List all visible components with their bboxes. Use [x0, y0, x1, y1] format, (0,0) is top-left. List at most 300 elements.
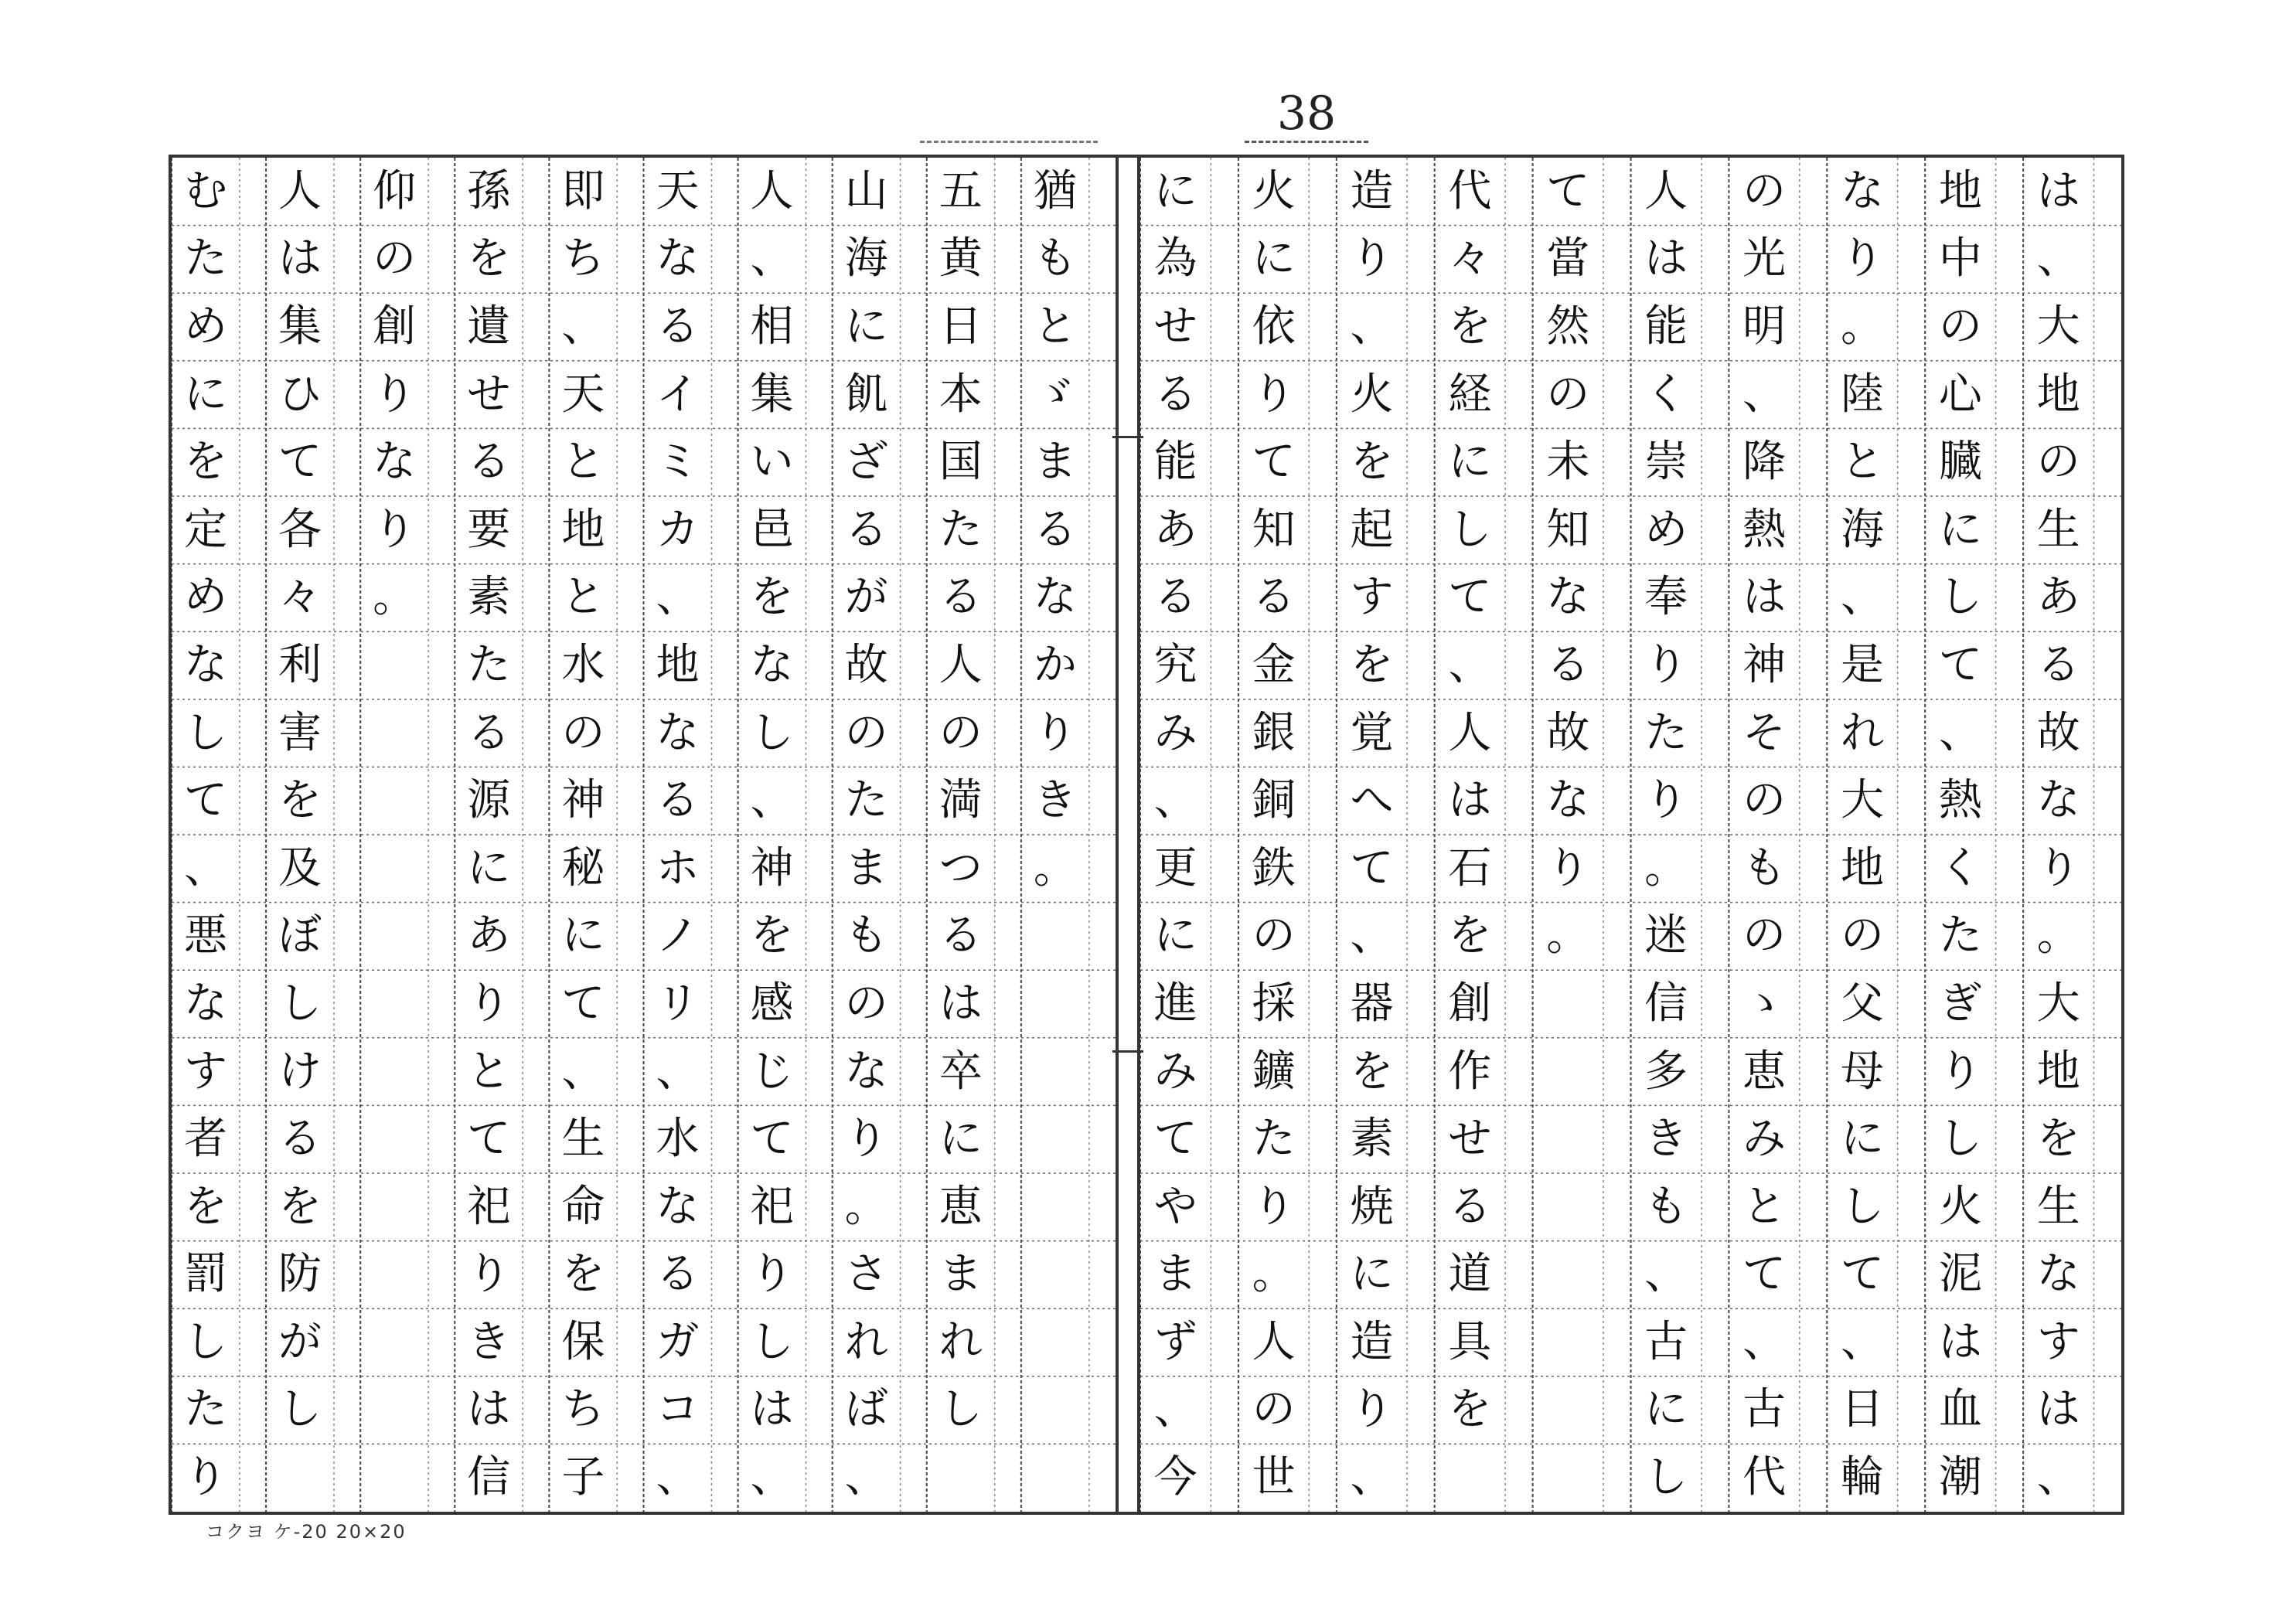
manuscript-char: 人 [750, 165, 794, 216]
manuscript-char: ず [1153, 1316, 1197, 1367]
manuscript-char: る [844, 504, 888, 555]
manuscript-char: は [1742, 572, 1787, 623]
manuscript-char: 故 [1546, 707, 1590, 758]
manuscript-char: 。 [1546, 910, 1590, 961]
page-number: 38 [1276, 87, 1337, 141]
genkou-grid-frame [169, 155, 2124, 1515]
manuscript-char: 然 [1546, 301, 1590, 352]
manuscript-char: に [1252, 233, 1296, 284]
manuscript-char: も [844, 910, 888, 961]
manuscript-char: を [1350, 437, 1394, 488]
manuscript-char: 創 [373, 301, 417, 352]
manuscript-char: を [750, 572, 794, 623]
manuscript-char: く [1938, 842, 1982, 893]
manuscript-char: 源 [467, 775, 511, 826]
manuscript-char: の [1840, 910, 1884, 961]
manuscript-char: せ [1153, 301, 1197, 352]
manuscript-char: ゝ [1742, 978, 1787, 1029]
manuscript-char: は [2036, 165, 2080, 216]
manuscript-char: れ [938, 1316, 983, 1367]
manuscript-char: け [278, 1046, 322, 1097]
manuscript-char: き [1644, 1114, 1688, 1165]
manuscript-char: を [1448, 1384, 1492, 1435]
manuscript-char: り [373, 504, 417, 555]
manuscript-char: 者 [183, 1114, 227, 1165]
manuscript-char: ぎ [1938, 978, 1982, 1029]
manuscript-char: 潮 [1938, 1452, 1982, 1503]
manuscript-char: 子 [561, 1452, 605, 1503]
manuscript-char: 素 [1350, 1114, 1394, 1165]
manuscript-char: ガ [656, 1316, 700, 1367]
manuscript-char: 大 [2036, 301, 2080, 352]
manuscript-char: 古 [1742, 1384, 1787, 1435]
manuscript-char: 多 [1644, 1046, 1688, 1097]
manuscript-char: 中 [1938, 233, 1982, 284]
manuscript-column [1827, 158, 1897, 1512]
manuscript-char: な [1840, 165, 1884, 216]
manuscript-char: 迷 [1644, 910, 1688, 961]
manuscript-char: し [278, 978, 322, 1029]
manuscript-column [1925, 158, 1995, 1512]
manuscript-char: 故 [844, 639, 888, 690]
manuscript-char: に [1938, 504, 1982, 555]
manuscript-char: 神 [1742, 639, 1787, 690]
manuscript-char: に [561, 910, 605, 961]
manuscript-char: ミ [656, 437, 700, 488]
manuscript-char: し [278, 1384, 322, 1435]
manuscript-char: み [1153, 1046, 1197, 1097]
manuscript-char: 奉 [1644, 572, 1688, 623]
manuscript-char: 信 [1644, 978, 1688, 1029]
manuscript-char: 金 [1252, 639, 1296, 690]
manuscript-char: 、 [2036, 233, 2080, 284]
manuscript-char: 素 [467, 572, 511, 623]
manuscript-char: 恵 [938, 1181, 983, 1232]
manuscript-char: 覚 [1350, 707, 1394, 758]
manuscript-char: や [1153, 1181, 1197, 1232]
manuscript-char: 父 [1840, 978, 1884, 1029]
manuscript-char: に [1153, 165, 1197, 216]
manuscript-char: 人 [1644, 165, 1688, 216]
manuscript-char: り [1644, 639, 1688, 690]
manuscript-char: る [2036, 639, 2080, 690]
manuscript-char: て [1350, 842, 1394, 893]
manuscript-char: た [467, 639, 511, 690]
manuscript-char: と [561, 572, 605, 623]
manuscript-char: つ [938, 842, 983, 893]
manuscript-char: ま [844, 842, 888, 893]
manuscript-char: 、 [1840, 572, 1884, 623]
page-number-rule [1245, 141, 1368, 143]
manuscript-char: 水 [561, 639, 605, 690]
manuscript-char: た [1252, 1114, 1296, 1165]
manuscript-char: 利 [278, 639, 322, 690]
manuscript-char: 、 [1153, 1384, 1197, 1435]
manuscript-char: 定 [183, 504, 227, 555]
manuscript-char: を [278, 775, 322, 826]
manuscript-char: と [467, 1046, 511, 1097]
manuscript-char: り [1644, 775, 1688, 826]
manuscript-char: き [467, 1316, 511, 1367]
manuscript-char: す [1350, 572, 1394, 623]
manuscript-column [1140, 158, 1211, 1512]
manuscript-char: り [467, 1249, 511, 1300]
manuscript-char: た [938, 504, 983, 555]
manuscript-char: な [1033, 572, 1077, 623]
manuscript-char: め [1644, 504, 1688, 555]
manuscript-char: 銀 [1252, 707, 1296, 758]
manuscript-char: せ [467, 369, 511, 420]
manuscript-char: し [183, 707, 227, 758]
manuscript-char: 祀 [750, 1181, 794, 1232]
manuscript-char: 生 [561, 1114, 605, 1165]
manuscript-char: な [373, 437, 417, 488]
manuscript-char: て [1448, 572, 1492, 623]
manuscript-char: 道 [1448, 1249, 1492, 1300]
manuscript-char: な [656, 1181, 700, 1232]
manuscript-char: 地 [561, 504, 605, 555]
manuscript-char: 究 [1153, 639, 1197, 690]
manuscript-char: 地 [656, 639, 700, 690]
manuscript-char: 要 [467, 504, 511, 555]
manuscript-char: 降 [1742, 437, 1787, 488]
manuscript-char: コ [656, 1384, 700, 1435]
manuscript-char: て [1938, 639, 1982, 690]
manuscript-char: 天 [561, 369, 605, 420]
manuscript-char: は [750, 1384, 794, 1435]
manuscript-char: り [844, 1114, 888, 1165]
manuscript-char: り [373, 369, 417, 420]
manuscript-char: な [1546, 775, 1590, 826]
manuscript-char: リ [656, 978, 700, 1029]
manuscript-char: し [1938, 572, 1982, 623]
manuscript-char: 信 [467, 1452, 511, 1503]
manuscript-char: を [1350, 1046, 1394, 1097]
manuscript-char: 古 [1644, 1316, 1688, 1367]
manuscript-char: イ [656, 369, 700, 420]
manuscript-char: 。 [1644, 842, 1688, 893]
manuscript-char: る [1153, 369, 1197, 420]
manuscript-char: り [1546, 842, 1590, 893]
manuscript-char: 生 [2036, 1181, 2080, 1232]
manuscript-char: を [750, 910, 794, 961]
manuscript-char: 代 [1448, 165, 1492, 216]
manuscript-char: ぼ [278, 910, 322, 961]
manuscript-char: 、 [1742, 1316, 1787, 1367]
manuscript-char: ま [938, 1249, 983, 1300]
manuscript-char: も [1742, 842, 1787, 893]
manuscript-char: は [1938, 1316, 1982, 1367]
manuscript-char: た [1644, 707, 1688, 758]
manuscript-char: 造 [1350, 165, 1394, 216]
manuscript-column [2023, 158, 2093, 1512]
manuscript-column [644, 158, 712, 1512]
manuscript-char: て [1252, 437, 1296, 488]
paper-brand-footer: コクヨ ケ-20 20×20 [206, 1521, 407, 1543]
manuscript-char: 火 [1252, 165, 1296, 216]
manuscript-column [927, 158, 995, 1444]
manuscript-char: 。 [1252, 1249, 1296, 1300]
manuscript-char: し [750, 707, 794, 758]
manuscript-char: を [467, 233, 511, 284]
manuscript-char: 地 [2036, 1046, 2080, 1097]
fold-mark-bottom [1112, 1050, 1143, 1053]
manuscript-column [1337, 158, 1407, 1512]
manuscript-char: し [750, 1316, 794, 1367]
manuscript-char: 祀 [467, 1181, 511, 1232]
manuscript-char: て [183, 775, 227, 826]
manuscript-char: 陸 [1840, 369, 1884, 420]
manuscript-char: 地 [2036, 369, 2080, 420]
manuscript-char: 々 [1448, 233, 1492, 284]
manuscript-char: 各 [278, 504, 322, 555]
manuscript-char: 大 [2036, 978, 2080, 1029]
manuscript-char: 當 [1546, 233, 1590, 284]
manuscript-char: と [1033, 301, 1077, 352]
manuscript-char: 鑛 [1252, 1046, 1296, 1097]
manuscript-char: り [1840, 233, 1884, 284]
manuscript-char: 感 [750, 978, 794, 1029]
manuscript-char: た [183, 233, 227, 284]
manuscript-char: 泥 [1938, 1249, 1982, 1300]
manuscript-char: 、 [656, 1046, 700, 1097]
manuscript-char: 能 [1153, 437, 1197, 488]
manuscript-char: 海 [844, 233, 888, 284]
manuscript-char: る [656, 301, 700, 352]
manuscript-column [360, 158, 428, 631]
manuscript-char: 、 [561, 301, 605, 352]
manuscript-char: は [278, 233, 322, 284]
manuscript-char: へ [1350, 775, 1394, 826]
manuscript-char: と [1840, 437, 1884, 488]
manuscript-char: の [844, 978, 888, 1029]
manuscript-char: ま [1153, 1249, 1197, 1300]
manuscript-char: て [561, 978, 605, 1029]
manuscript-char: 即 [561, 165, 605, 216]
manuscript-char: て [750, 1114, 794, 1165]
manuscript-char: し [938, 1384, 983, 1435]
manuscript-char: 、 [750, 775, 794, 826]
manuscript-char: 人 [1448, 707, 1492, 758]
manuscript-char: 大 [1840, 775, 1884, 826]
manuscript-char: め [183, 301, 227, 352]
manuscript-char: の [844, 707, 888, 758]
manuscript-char: 母 [1840, 1046, 1884, 1097]
manuscript-char: す [183, 1046, 227, 1097]
manuscript-char: 、 [1350, 301, 1394, 352]
manuscript-char: に [467, 842, 511, 893]
manuscript-char: の [561, 707, 605, 758]
manuscript-char: る [1546, 639, 1590, 690]
manuscript-char: る [467, 437, 511, 488]
manuscript-char: 是 [1840, 639, 1884, 690]
manuscript-char: 焼 [1350, 1181, 1394, 1232]
manuscript-char: な [656, 233, 700, 284]
manuscript-column [1435, 158, 1505, 1444]
manuscript-char: 光 [1742, 233, 1787, 284]
manuscript-char: 神 [750, 842, 794, 893]
manuscript-char: な [183, 639, 227, 690]
manuscript-char: 。 [1033, 842, 1077, 893]
manuscript-char: 、 [750, 233, 794, 284]
manuscript-char: る [1153, 572, 1197, 623]
manuscript-char: ひ [278, 369, 322, 420]
manuscript-char: の [1938, 301, 1982, 352]
manuscript-char: 人 [278, 165, 322, 216]
manuscript-column [833, 158, 901, 1512]
manuscript-char: 具 [1448, 1316, 1492, 1367]
manuscript-char: が [278, 1316, 322, 1367]
manuscript-char: に [844, 301, 888, 352]
manuscript-char: る [1252, 572, 1296, 623]
manuscript-char: じ [750, 1046, 794, 1097]
manuscript-char: 鉄 [1252, 842, 1296, 893]
manuscript-char: 。 [844, 1181, 888, 1232]
manuscript-column [1021, 158, 1089, 903]
manuscript-char: 神 [561, 775, 605, 826]
manuscript-char: み [1153, 707, 1197, 758]
manuscript-char: 、 [1938, 707, 1982, 758]
manuscript-column [738, 158, 806, 1512]
manuscript-char: と [561, 437, 605, 488]
manuscript-char: し [1448, 504, 1492, 555]
manuscript-char: り [1252, 369, 1296, 420]
manuscript-char: 人 [1252, 1316, 1296, 1367]
manuscript-char: を [183, 1181, 227, 1232]
manuscript-char: ノ [656, 910, 700, 961]
manuscript-char: り [1350, 233, 1394, 284]
manuscript-char: り [1350, 1384, 1394, 1435]
manuscript-char: る [656, 775, 700, 826]
manuscript-char: す [2036, 1316, 2080, 1367]
manuscript-char: 採 [1252, 978, 1296, 1029]
manuscript-char: 、 [2036, 1452, 2080, 1503]
center-fold [1116, 158, 1140, 1512]
manuscript-char: の [373, 233, 417, 284]
manuscript-char: 知 [1546, 504, 1590, 555]
manuscript-char: 血 [1938, 1384, 1982, 1435]
manuscript-char: 、 [656, 1452, 700, 1503]
manuscript-char: 、 [561, 1046, 605, 1097]
manuscript-char: 地 [1840, 842, 1884, 893]
manuscript-char: た [183, 1384, 227, 1435]
manuscript-char: 火 [1350, 369, 1394, 420]
manuscript-char: そ [1742, 707, 1787, 758]
manuscript-char: 器 [1350, 978, 1394, 1029]
manuscript-char: と [1742, 1181, 1787, 1232]
manuscript-char: 恵 [1742, 1046, 1787, 1097]
manuscript-char: に [938, 1114, 983, 1165]
manuscript-char: は [1448, 775, 1492, 826]
header-rule [920, 141, 1098, 143]
manuscript-char: 経 [1448, 369, 1492, 420]
manuscript-char: 進 [1153, 978, 1197, 1029]
manuscript-char: に [183, 369, 227, 420]
manuscript-char: 天 [656, 165, 700, 216]
manuscript-char: 能 [1644, 301, 1688, 352]
manuscript-char: 起 [1350, 504, 1394, 555]
manuscript-char: 秘 [561, 842, 605, 893]
manuscript-char: み [1742, 1114, 1787, 1165]
manuscript-char: る [1448, 1181, 1492, 1232]
manuscript-char: あ [1153, 504, 1197, 555]
manuscript-char: 熱 [1938, 775, 1982, 826]
manuscript-char: 、 [1742, 369, 1787, 420]
manuscript-char: の [1546, 369, 1590, 420]
manuscript-char: な [183, 978, 227, 1029]
manuscript-char: ば [844, 1384, 888, 1435]
manuscript-char: 山 [844, 165, 888, 216]
manuscript-char: し [1644, 1452, 1688, 1503]
manuscript-char: て [1840, 1249, 1884, 1300]
manuscript-char: に [1448, 437, 1492, 488]
manuscript-char: 銅 [1252, 775, 1296, 826]
manuscript-char: を [2036, 1114, 2080, 1165]
manuscript-char: 保 [561, 1316, 605, 1367]
manuscript-char: 為 [1153, 233, 1197, 284]
manuscript-column [549, 158, 617, 1512]
fold-mark-top [1112, 436, 1143, 438]
manuscript-char: ち [561, 1384, 605, 1435]
manuscript-char: 造 [1350, 1316, 1394, 1367]
manuscript-char: し [1840, 1181, 1884, 1232]
manuscript-char: 故 [2036, 707, 2080, 758]
manuscript-char: て [1742, 1249, 1787, 1300]
manuscript-char: き [1033, 775, 1077, 826]
manuscript-char: 猶 [1033, 165, 1077, 216]
manuscript-char: 日 [938, 301, 983, 352]
manuscript-char: に [1644, 1384, 1688, 1435]
manuscript-char: は [467, 1384, 511, 1435]
manuscript-char: 満 [938, 775, 983, 826]
manuscript-char: の [2036, 437, 2080, 488]
manuscript-char: 遺 [467, 301, 511, 352]
manuscript-char: し [183, 1316, 227, 1367]
manuscript-char: め [183, 572, 227, 623]
manuscript-char: 火 [1938, 1181, 1982, 1232]
manuscript-char: て [1546, 165, 1590, 216]
manuscript-char: な [2036, 775, 2080, 826]
manuscript-char: の [1252, 910, 1296, 961]
manuscript-char: の [1742, 775, 1787, 826]
manuscript-char: ざ [844, 437, 888, 488]
manuscript-char: 黄 [938, 233, 983, 284]
manuscript-char: 人 [938, 639, 983, 690]
manuscript-column [172, 158, 240, 1512]
manuscript-char: に [1153, 910, 1197, 961]
manuscript-char: 輪 [1840, 1452, 1884, 1503]
manuscript-char: し [1938, 1114, 1982, 1165]
manuscript-char: 及 [278, 842, 322, 893]
manuscript-char: た [844, 775, 888, 826]
manuscript-char: 依 [1252, 301, 1296, 352]
manuscript-char: 、 [1644, 1249, 1688, 1300]
manuscript-char: に [1840, 1114, 1884, 1165]
manuscript-char: 。 [1840, 301, 1884, 352]
manuscript-char: せ [1448, 1114, 1492, 1165]
manuscript-char: も [1033, 233, 1077, 284]
manuscript-char: 更 [1153, 842, 1197, 893]
manuscript-char: 海 [1840, 504, 1884, 555]
manuscript-char: 防 [278, 1249, 322, 1300]
manuscript-char: 罰 [183, 1249, 227, 1300]
manuscript-char: る [467, 707, 511, 758]
manuscript-char: り [1033, 707, 1077, 758]
manuscript-char: を [278, 1181, 322, 1232]
manuscript-char: が [844, 572, 888, 623]
manuscript-char: ち [561, 233, 605, 284]
manuscript-char: の [1742, 165, 1787, 216]
